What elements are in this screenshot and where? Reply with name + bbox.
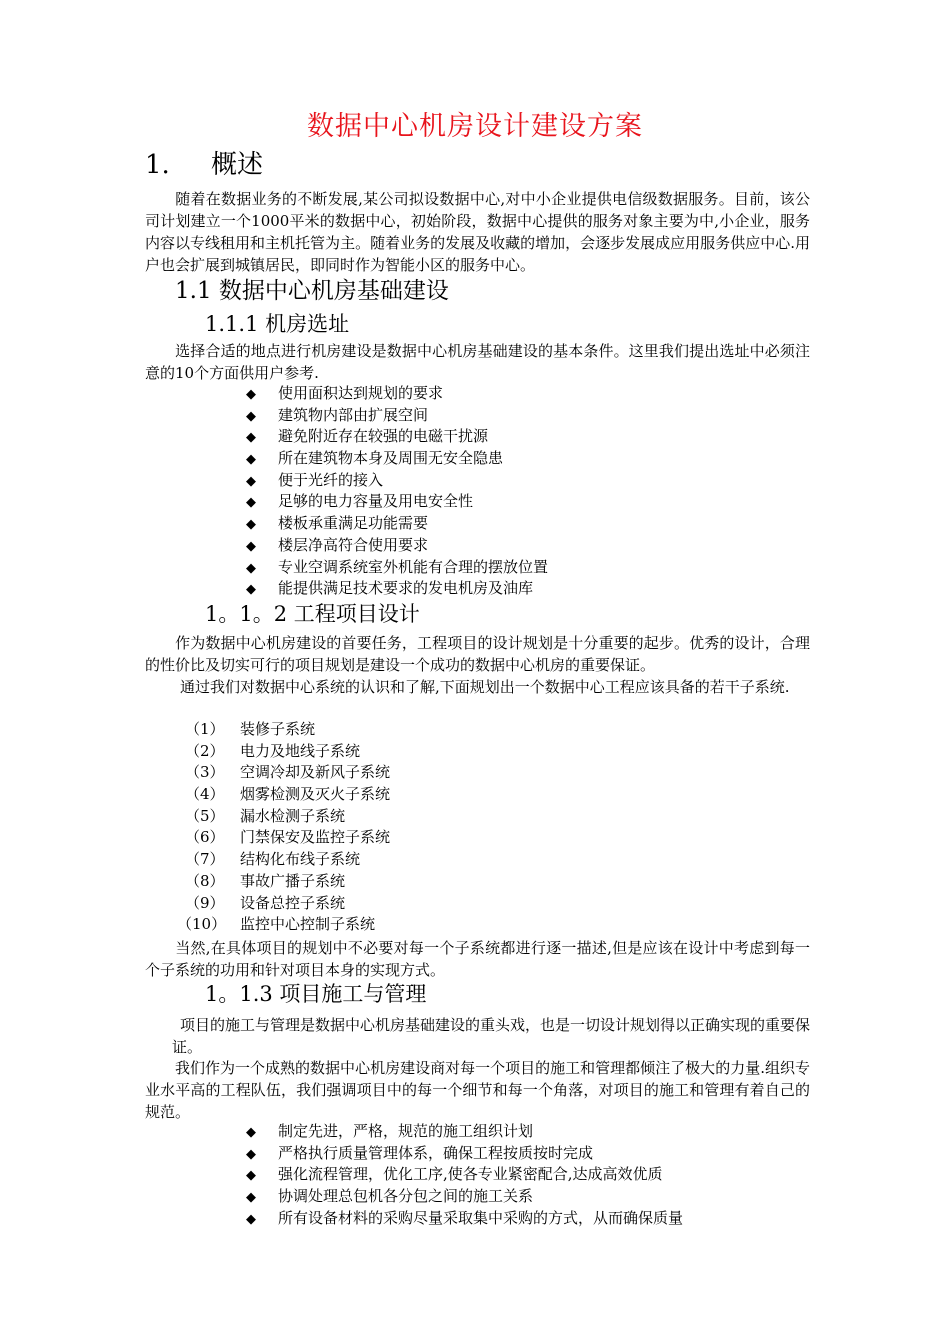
site-selection-text: 选择合适的地点进行机房建设是数据中心机房基础建设的基本条件。这里我们提出选址中必须注意的10个方面供用户参考.	[145, 342, 810, 382]
list-item: ◆ 避免附近存在较强的电磁干扰源	[246, 426, 548, 448]
diamond-bullet-icon: ◆	[246, 560, 256, 576]
subsystem-list	[177, 719, 391, 936]
construction-paragraph-2: 我们作为一个成熟的数据中心机房建设商对每一个项目的施工和管理都倾注了极大的力量.组织专业水平高的工程队伍，我们强调项目中的每一个细节和每一个角落，对项目的施工和管理有着自己的规范。	[145, 1059, 810, 1121]
project-design-paragraph-3: 当然,在具体项目的规划中不必要对每一个子系统都进行逐一描述,但是应该在设计中考虑到每一个子系统的功用和针对项目本身的实现方式。	[145, 939, 810, 979]
list-item: ◆ 协调处理总包机各分包之间的施工关系	[246, 1186, 683, 1208]
list-item: （6） 门禁保安及监控子系统	[185, 828, 391, 847]
section-1-1-3-heading: 1。1.3 项目施工与管理	[205, 982, 427, 1006]
diamond-bullet-icon: ◆	[246, 1168, 256, 1184]
intro-text: 随着在数据业务的不断发展,某公司拟设数据中心,对中小企业提供电信级数据服务。目前，该公司计划建立一个1000平米的数据中心，初始阶段，数据中心提供的服务对象主要为中,小企业，服务内容以专线租用和主机托管为主。随着业务的发展及收藏的增加，会逐步发展成应用服务供应中心.用户也会扩展到城镇居民，即同时作为智能小区的服务中心。	[145, 190, 810, 274]
list-item: （8） 事故广播子系统	[185, 871, 346, 890]
list-item: （9） 设备总控子系统	[185, 893, 346, 912]
diamond-bullet-icon: ◆	[246, 387, 256, 402]
list-item: ◆ 建筑物内部由扩展空间	[246, 405, 548, 427]
diamond-bullet-icon: ◆	[246, 452, 256, 468]
construction-paragraph-1: 项目的施工与管理是数据中心机房基础建设的重头戏，也是一切设计规划得以正确实现的重要保证。	[172, 1016, 811, 1056]
section-1-1-heading: 1.1 数据中心机房基础建设	[175, 278, 449, 304]
construction-list	[246, 1121, 683, 1229]
section-1-number: 1.	[145, 150, 170, 180]
list-item: （10） 监控中心控制子系统	[177, 915, 376, 934]
list-item: ◆ 使用面积达到规划的要求	[246, 383, 548, 405]
project-design-paragraph-2: 通过我们对数据中心系统的认识和了解,下面规划出一个数据中心工程应该具备的若干子系统.	[180, 678, 790, 696]
list-item: ◆ 制定先进，严格，规范的施工组织计划	[246, 1121, 683, 1143]
list-item: （4） 烟雾检测及灭火子系统	[185, 785, 391, 804]
section-1-1-1-heading: 1.1.1 机房选址	[205, 312, 350, 336]
project-design-paragraph-1: 作为数据中心机房建设的首要任务，工程项目的设计规划是十分重要的起步。优秀的设计，合理的性价比及切实可行的项目规划是建设一个成功的数据中心机房的重要保证。	[145, 634, 810, 674]
diamond-bullet-icon: ◆	[246, 1211, 256, 1227]
list-item: ◆ 楼板承重满足功能需要	[246, 513, 548, 535]
diamond-bullet-icon: ◆	[246, 517, 256, 533]
section-1-title: 概述	[211, 150, 264, 180]
intro-paragraph	[145, 188, 810, 276]
list-item: ◆ 所有设备材料的采购尽量采取集中采购的方式，从而确保质量	[246, 1208, 683, 1230]
diamond-bullet-icon: ◆	[246, 1190, 256, 1206]
document-title: 数据中心机房设计建设方案	[307, 111, 643, 142]
list-item: （5） 漏水检测子系统	[185, 806, 346, 825]
list-item: （3） 空调冷却及新风子系统	[185, 763, 391, 782]
list-item: ◆ 所在建筑物本身及周围无安全隐患	[246, 448, 548, 470]
diamond-bullet-icon: ◆	[246, 1125, 256, 1140]
diamond-bullet-icon: ◆	[246, 582, 256, 598]
list-item: （7） 结构化布线子系统	[185, 850, 361, 869]
diamond-bullet-icon: ◆	[246, 538, 256, 554]
list-item: ◆ 强化流程管理，优化工序,使各专业紧密配合,达成高效优质	[246, 1164, 683, 1186]
diamond-bullet-icon: ◆	[246, 495, 256, 511]
diamond-bullet-icon: ◆	[246, 473, 256, 489]
diamond-bullet-icon: ◆	[246, 408, 256, 424]
list-item: ◆ 能提供满足技术要求的发电机房及油库	[246, 578, 548, 600]
diamond-bullet-icon: ◆	[246, 1146, 256, 1162]
list-item: ◆ 便于光纤的接入	[246, 470, 548, 492]
section-1-heading	[145, 144, 263, 181]
list-item: ◆ 足够的电力容量及用电安全性	[246, 491, 548, 513]
list-item: （2） 电力及地线子系统	[185, 741, 361, 760]
diamond-bullet-icon: ◆	[246, 430, 256, 446]
section-1-1-2-heading: 1。1。2 工程项目设计	[205, 602, 420, 626]
list-item: ◆ 专业空调系统室外机能有合理的摆放位置	[246, 557, 548, 579]
site-selection-paragraph	[145, 340, 810, 384]
list-item: ◆ 严格执行质量管理体系，确保工程按质按时完成	[246, 1143, 683, 1165]
list-item: （1） 装修子系统	[185, 720, 316, 738]
site-selection-list	[246, 383, 548, 600]
list-item: ◆ 楼层净高符合使用要求	[246, 535, 548, 557]
